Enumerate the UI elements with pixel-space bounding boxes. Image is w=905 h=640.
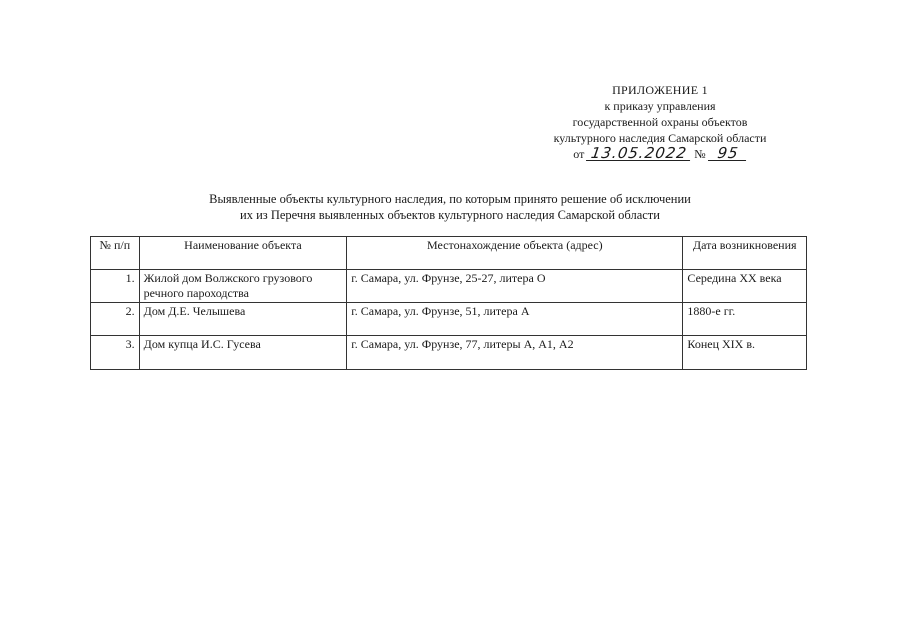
number-prefix: № bbox=[694, 147, 706, 161]
table-row bbox=[91, 270, 807, 303]
heading-line-1: Выявленные объекты культурного наследия, по которым принято решение об исключении bbox=[209, 192, 691, 206]
header-address: Местонахождение объекта (адрес) bbox=[347, 237, 683, 270]
handwritten-date: 13.05.2022 bbox=[586, 146, 692, 161]
header-name: Наименование объекта bbox=[139, 237, 347, 270]
cell-date: 1880-е гг. bbox=[683, 303, 807, 336]
appendix-line-region: культурного наследия Самарской области bbox=[553, 131, 767, 145]
date-prefix: от bbox=[573, 147, 585, 161]
heading-line-2: их из Перечня выявленных объектов культурного наследия Самарской области bbox=[240, 208, 660, 222]
document-heading bbox=[150, 191, 750, 223]
cell-address: г. Самара, ул. Фрунзе, 51, литера А bbox=[347, 303, 683, 336]
table-header-row bbox=[91, 237, 807, 270]
table-row bbox=[91, 336, 807, 370]
handwritten-number: 95 bbox=[708, 146, 748, 161]
cell-num: 1. bbox=[91, 270, 140, 303]
cell-address: г. Самара, ул. Фрунзе, 25-27, литера О bbox=[347, 270, 683, 303]
cell-address: г. Самара, ул. Фрунзе, 77, литеры А, А1, А2 bbox=[347, 336, 683, 370]
heritage-objects-table bbox=[90, 236, 807, 370]
appendix-header bbox=[520, 82, 800, 162]
cell-name: Дом купца И.С. Гусева bbox=[139, 336, 347, 370]
cell-date: Конец XIX в. bbox=[683, 336, 807, 370]
cell-date: Середина XX века bbox=[683, 270, 807, 303]
cell-name: Дом Д.Е. Челышева bbox=[139, 303, 347, 336]
cell-name: Жилой дом Волжского грузового речного пароходства bbox=[139, 270, 347, 303]
appendix-line-order: к приказу управления bbox=[604, 99, 716, 113]
table-row bbox=[91, 303, 807, 336]
header-date: Дата возникновения bbox=[683, 237, 807, 270]
cell-num: 2. bbox=[91, 303, 140, 336]
cell-num: 3. bbox=[91, 336, 140, 370]
header-num: № п/п bbox=[91, 237, 140, 270]
appendix-line-department: государственной охраны объектов bbox=[572, 115, 748, 129]
appendix-date-line bbox=[520, 146, 800, 162]
appendix-title: ПРИЛОЖЕНИЕ 1 bbox=[612, 83, 708, 97]
